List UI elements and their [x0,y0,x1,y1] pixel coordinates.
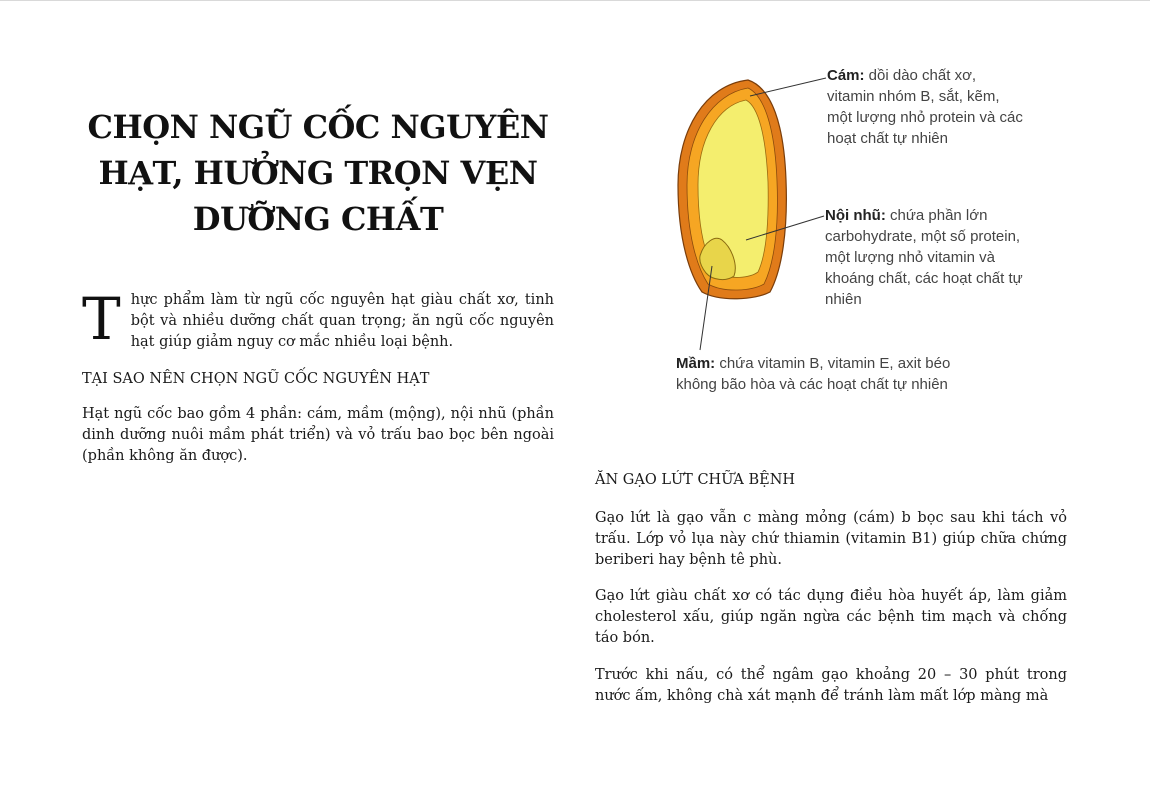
endosperm-label [825,205,1025,310]
bran-leader-line [750,78,826,96]
intro-paragraph [82,285,554,354]
section-paragraph-why: Hạt ngũ cốc bao gồm 4 phần: cám, mầm (mộng), nội nhũ (phần dinh dưỡng nuôi mầm phát triển) và vỏ trấu bao bọc bên ngoài (phần không ăn được). [82,406,554,464]
bran-term: Cám: [827,67,865,84]
intro-text: hực phẩm làm từ ngũ cốc nguyên hạt giàu chất xơ, tinh bột và nhiều dưỡng chất quan trọng; ăn ngũ cốc nguyên hạt giúp giảm nguy cơ mắc nhiều loại bệnh. [130,292,554,350]
page-title: CHỌN NGŨ CỐC NGUYÊN HẠT, HƯỞNG TRỌN VẸN DƯỠNG CHẤT [87,108,549,238]
bran-label [827,65,1027,149]
germ-label [676,353,956,395]
section-heading-brown-rice: ĂN GẠO LỨT CHỮA BỆNH [595,472,796,488]
bran-description: dồi dào chất xơ, vitamin nhóm B, sắt, kẽm, một lượng nhỏ protein và các hoạt chất tự nhiên [827,67,1023,147]
top-divider [0,0,1150,1]
germ-term: Mầm: [676,355,716,372]
endosperm-term: Nội nhũ: [825,207,886,224]
endosperm-description: chứa phần lớn carbohydrate, một số protein, một lượng nhỏ vitamin và khoáng chất, các hoạt chất tự nhiên [825,207,1023,308]
section-heading-why: TẠI SAO NÊN CHỌN NGŨ CỐC NGUYÊN HẠT [82,371,430,387]
brown-rice-paragraph-2: Gạo lứt giàu chất xơ có tác dụng điều hòa huyết áp, làm giảm cholesterol xấu, giúp ngăn ngừa các bệnh tim mạch và chống táo bón. [595,588,1067,646]
germ-description: chứa vitamin B, vitamin E, axit béo không bão hòa và các hoạt chất tự nhiên [676,355,951,393]
brown-rice-paragraph-1: Gạo lứt là gạo vẫn c màng mỏng (cám) b bọc sau khi tách vỏ trấu. Lớp vỏ lụa này chứ thiamin (vitamin B1) giúp chữa chứng beriberi hay bệnh tê phù. [595,510,1067,568]
brown-rice-paragraph-3: Trước khi nấu, có thể ngâm gạo khoảng 20 – 30 phút trong nước ấm, không chà xát mạnh để tránh làm mất lớp màng mà [595,667,1067,704]
drop-cap: T [82,285,121,353]
grain-diagram [660,60,1100,420]
